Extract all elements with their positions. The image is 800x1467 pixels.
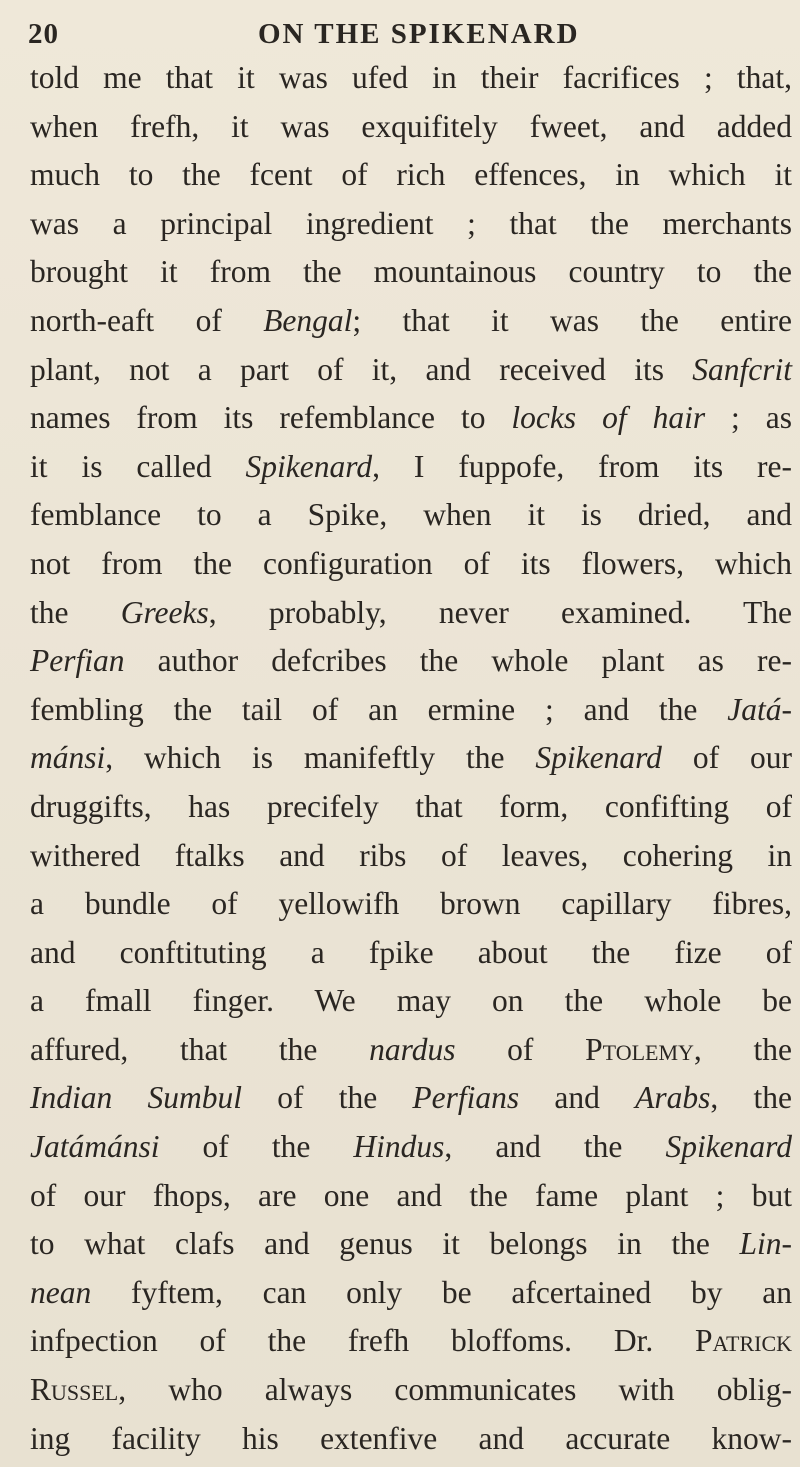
italic-run: Spikenard xyxy=(535,740,662,776)
italic-run: Arabs xyxy=(635,1080,711,1116)
text-run: ing facility his extenfive and accurate know- xyxy=(30,1420,792,1456)
text-run: fyftem, can only be afcertained by an xyxy=(91,1274,792,1310)
text-run: told me that it was ufed in their facrifices ; that, xyxy=(30,60,792,95)
italic-run: nean xyxy=(30,1274,92,1310)
text-line xyxy=(30,54,792,103)
text-run: of our xyxy=(661,740,792,776)
text-run: , and the xyxy=(444,1129,666,1165)
text-run: , I fuppofe, from its re- xyxy=(372,448,792,484)
text-run: , who always communicates with oblig- xyxy=(118,1372,792,1408)
text-line xyxy=(30,929,792,978)
text-line xyxy=(30,589,792,638)
text-line xyxy=(30,977,792,1026)
body-text xyxy=(30,54,792,1463)
text-run: druggifts, has precifely that form, confifting of xyxy=(30,788,792,824)
italic-run: Jatámánsi xyxy=(30,1129,160,1165)
text-run: , probably, never examined. The xyxy=(208,594,793,630)
small-caps-run: Patrick xyxy=(695,1323,792,1359)
text-line xyxy=(30,540,792,589)
text-run: names from its refemblance to xyxy=(30,400,512,436)
text-run: of our fhops, are one and the fame plant ; but xyxy=(30,1177,792,1213)
text-run: withered ftalks and ribs of leaves, cohering in xyxy=(30,837,792,873)
text-run: to what clafs and genus it belongs in the xyxy=(30,1226,740,1262)
italic-run: Lin- xyxy=(739,1226,792,1262)
text-line xyxy=(30,686,792,735)
text-run: of the xyxy=(241,1080,413,1116)
text-run: when frefh, it was exquifitely fweet, and added xyxy=(30,108,792,144)
text-run: ; that it was the entire xyxy=(352,302,792,338)
text-line xyxy=(30,200,792,249)
text-line xyxy=(30,880,792,929)
italic-run: nardus xyxy=(369,1031,456,1067)
italic-run: Jatá- xyxy=(727,691,792,727)
text-line xyxy=(30,297,792,346)
text-line xyxy=(30,151,792,200)
italic-run: Spikenard xyxy=(665,1129,792,1165)
text-run: , the xyxy=(693,1031,792,1067)
text-run: the xyxy=(30,594,121,630)
text-run: , which is manifeftly the xyxy=(105,740,536,776)
text-run: plant, not a part of it, and received its xyxy=(30,351,693,387)
text-run: and conftituting a fpike about the fize of xyxy=(30,934,792,970)
text-run: ; as xyxy=(705,400,792,436)
text-line xyxy=(30,346,792,395)
small-caps-run: Russel xyxy=(30,1372,119,1408)
text-run: was a principal ingredient ; that the merchants xyxy=(30,205,792,241)
italic-run: mánsi xyxy=(30,740,106,776)
text-line xyxy=(30,1123,792,1172)
text-run: north-eaft of xyxy=(30,302,264,338)
text-line xyxy=(30,443,792,492)
text-line xyxy=(30,491,792,540)
running-head: ON THE SPIKENARD xyxy=(258,18,580,50)
text-line xyxy=(30,1415,792,1464)
italic-run: Bengal xyxy=(263,302,353,338)
italic-run: locks of hair xyxy=(511,400,706,436)
text-line xyxy=(30,734,792,783)
text-run: a fmall finger. We may on the whole be xyxy=(30,983,792,1019)
text-run: of the xyxy=(159,1129,354,1165)
text-line xyxy=(30,248,792,297)
italic-run: Spikenard xyxy=(245,448,373,484)
text-run: not from the configuration of its flowers, which xyxy=(30,545,792,581)
italic-run: Hindus xyxy=(353,1129,445,1165)
text-line xyxy=(30,1317,792,1366)
text-run: infpection of the frefh bloffoms. Dr. xyxy=(30,1323,696,1359)
text-run: much to the fcent of rich effences, in which it xyxy=(30,157,792,193)
text-line xyxy=(30,394,792,443)
text-run: it is called xyxy=(30,448,246,484)
italic-run: Perfian xyxy=(30,643,125,679)
small-caps-run: Ptolemy xyxy=(585,1031,694,1067)
text-line xyxy=(30,1026,792,1075)
text-run: brought it from the mountainous country to the xyxy=(30,254,792,290)
text-run: fembling the tail of an ermine ; and the xyxy=(30,691,728,727)
text-run: , the xyxy=(710,1080,793,1116)
text-run: of xyxy=(455,1031,586,1067)
italic-run: Perfians xyxy=(412,1080,520,1116)
text-line xyxy=(30,1220,792,1269)
text-run: author defcribes the whole plant as re- xyxy=(124,643,792,679)
text-run: a bundle of yellowifh brown capillary fibres, xyxy=(30,886,792,922)
text-run: affured, that the xyxy=(30,1031,370,1067)
text-line xyxy=(30,1172,792,1221)
page-header xyxy=(0,14,800,54)
text-line xyxy=(30,103,792,152)
text-run: femblance to a Spike, when it is dried, and xyxy=(30,497,792,533)
text-line xyxy=(30,1366,792,1415)
italic-run: Indian Sumbul xyxy=(30,1080,242,1116)
text-line xyxy=(30,783,792,832)
italic-run: Sanfcrit xyxy=(692,351,792,387)
page-number: 20 xyxy=(28,18,59,50)
text-run: and xyxy=(519,1080,636,1116)
text-line xyxy=(30,1074,792,1123)
text-line xyxy=(30,1269,792,1318)
text-line xyxy=(30,637,792,686)
italic-run: Greeks xyxy=(120,594,209,630)
text-line xyxy=(30,832,792,881)
